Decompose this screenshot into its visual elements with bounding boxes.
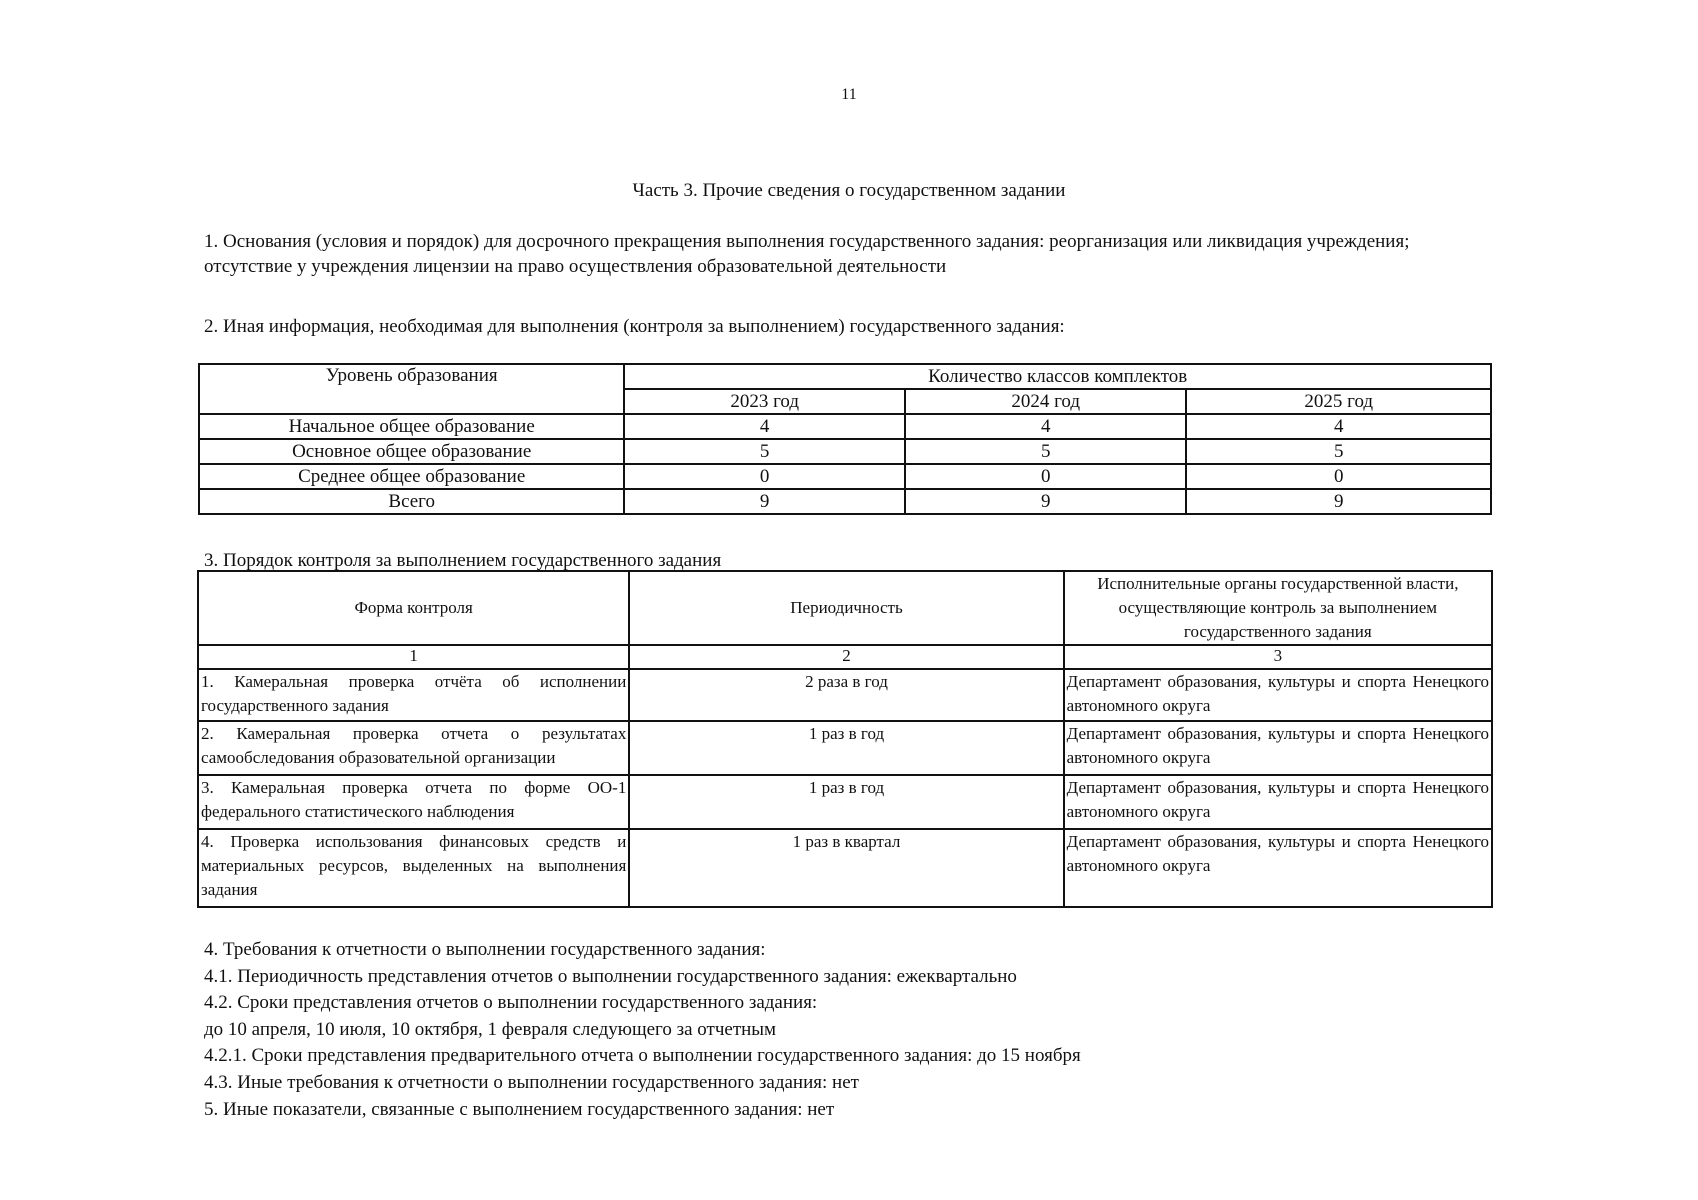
- section-2-heading: 2. Иная информация, необходимая для выполнения (контроля за выполнением) государственного задания:: [204, 316, 1065, 337]
- value-cell: 9: [905, 489, 1187, 514]
- level-cell: Всего: [199, 489, 624, 514]
- requirement-line: 4.3. Иные требования к отчетности о выполнении государственного задания: нет: [204, 1071, 859, 1093]
- level-cell: Начальное общее образование: [199, 414, 624, 439]
- period-cell: 1 раз в год: [629, 775, 1063, 829]
- header-authority: Исполнительные органы государственной власти, осуществляющие контроль за выполнением государственного задания: [1064, 571, 1492, 645]
- requirement-line: 5. Иные показатели, связанные с выполнением государственного задания: нет: [204, 1098, 835, 1120]
- level-cell: Среднее общее образование: [199, 464, 624, 489]
- form-cell: 1. Камеральная проверка отчёта об исполнении государственного задания: [198, 669, 629, 721]
- header-form: Форма контроля: [198, 571, 629, 645]
- value-cell: 0: [905, 464, 1187, 489]
- table-row-total: [199, 489, 1491, 514]
- section-3-heading: 3. Порядок контроля за выполнением государственного задания: [204, 550, 722, 571]
- column-number: 1: [198, 645, 629, 669]
- authority-cell: Департамент образования, культуры и спорта Ненецкого автономного округа: [1064, 721, 1492, 775]
- header-year: 2025 год: [1186, 389, 1491, 414]
- form-cell: 2. Камеральная проверка отчета о результатах самообследования образовательной организации: [198, 721, 629, 775]
- value-cell: 5: [905, 439, 1187, 464]
- requirement-line: 4.2. Сроки представления отчетов о выполнении государственного задания:: [204, 992, 818, 1014]
- table-row: [198, 669, 1492, 721]
- section-4-requirements: [204, 937, 1081, 1123]
- requirement-line: до 10 апреля, 10 июля, 10 октября, 1 февраля следующего за отчетным: [204, 1018, 777, 1040]
- value-cell: 4: [1186, 414, 1491, 439]
- period-cell: 1 раз в квартал: [629, 829, 1063, 907]
- part-title: Часть 3. Прочие сведения о государственном задании: [632, 180, 1066, 201]
- value-cell: 5: [1186, 439, 1491, 464]
- requirement-line: 4. Требования к отчетности о выполнении государственного задания:: [204, 939, 766, 960]
- column-number: 3: [1064, 645, 1492, 669]
- requirement-line: 4.1. Периодичность представления отчетов о выполнении государственного задания: ежеквартально: [204, 965, 1017, 987]
- authority-cell: Департамент образования, культуры и спорта Ненецкого автономного округа: [1064, 669, 1492, 721]
- header-level: Уровень образования: [199, 364, 624, 414]
- authority-cell: Департамент образования, культуры и спорта Ненецкого автономного округа: [1064, 775, 1492, 829]
- value-cell: 9: [1186, 489, 1491, 514]
- control-table: [197, 570, 1493, 908]
- level-cell: Основное общее образование: [199, 439, 624, 464]
- table-row: [198, 829, 1492, 907]
- table-row: [199, 414, 1491, 439]
- column-number: 2: [629, 645, 1063, 669]
- form-cell: 4. Проверка использования финансовых средств и материальных ресурсов, выделенных на выполнения задания: [198, 829, 629, 907]
- table-row: [198, 775, 1492, 829]
- period-cell: 2 раза в год: [629, 669, 1063, 721]
- period-cell: 1 раз в год: [629, 721, 1063, 775]
- header-year: 2023 год: [624, 389, 905, 414]
- header-year: 2024 год: [905, 389, 1187, 414]
- value-cell: 5: [624, 439, 905, 464]
- table-row: [199, 464, 1491, 489]
- page-number: 11: [841, 86, 857, 103]
- value-cell: 4: [905, 414, 1187, 439]
- class-count-table: [198, 363, 1492, 515]
- value-cell: 4: [624, 414, 905, 439]
- authority-cell: Департамент образования, культуры и спорта Ненецкого автономного округа: [1064, 829, 1492, 907]
- table-row: [199, 439, 1491, 464]
- value-cell: 0: [624, 464, 905, 489]
- requirement-line: 4.2.1. Сроки представления предварительного отчета о выполнении государственного задания: до 15 ноября: [204, 1045, 1081, 1067]
- form-cell: 3. Камеральная проверка отчета по форме ОО-1 федерального статистического наблюдения: [198, 775, 629, 829]
- value-cell: 0: [1186, 464, 1491, 489]
- section-1-text: 1. Основания (условия и порядок) для досрочного прекращения выполнения государственного задания: реорганизация или ликвидация учреждения; отсутствие у учреждения лицензии на право осуществления образовательной деятельности: [204, 231, 1410, 277]
- header-period: Периодичность: [629, 571, 1063, 645]
- table-row: [198, 721, 1492, 775]
- header-count: Количество классов комплектов: [624, 364, 1491, 389]
- value-cell: 9: [624, 489, 905, 514]
